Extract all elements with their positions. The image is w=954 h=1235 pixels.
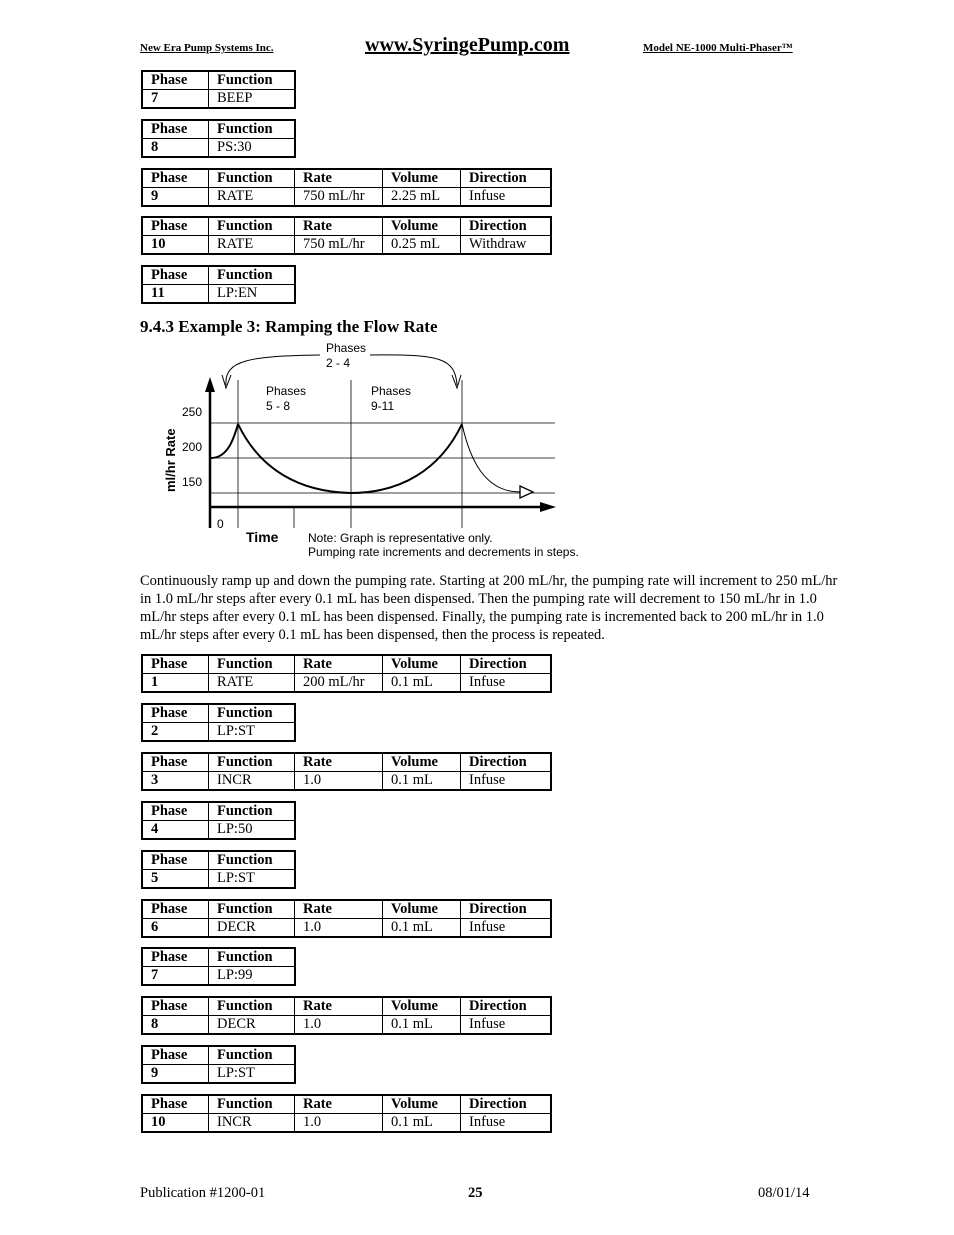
phase-header: Phase — [142, 266, 209, 285]
rate-value: 750 mL/hr — [295, 236, 383, 255]
function-header: Function — [209, 655, 295, 674]
ramp-down-curve — [238, 424, 351, 493]
direction-value: Infuse — [461, 188, 552, 207]
direction-header: Direction — [461, 753, 552, 772]
phase-table — [141, 703, 296, 742]
phase-number: 4 — [142, 821, 209, 840]
function-value: RATE — [209, 674, 295, 693]
direction-header: Direction — [461, 900, 552, 919]
function-header: Function — [209, 120, 296, 139]
rate-value: 200 mL/hr — [295, 674, 383, 693]
phase-number: 10 — [142, 236, 209, 255]
direction-header: Direction — [461, 997, 552, 1016]
phase-header: Phase — [142, 802, 209, 821]
x-axis-label: Time — [246, 529, 279, 545]
region-b-line2: 9-11 — [371, 399, 395, 413]
y-axis-arrow — [205, 377, 215, 392]
function-header: Function — [209, 217, 295, 236]
volume-header: Volume — [383, 217, 461, 236]
phase-number: 1 — [142, 674, 209, 693]
volume-header: Volume — [383, 997, 461, 1016]
phase-number: 5 — [142, 870, 209, 889]
description-paragraph: Continuously ramp up and down the pumping rate. Starting at 200 mL/hr, the pumping rate will increment to 250 mL/hr in 1.0 mL/hr steps after every 0.1 mL has been dispensed. Then the pumping rate will decrement to 150 mL/hr in 1.0 mL/hr steps after every 0.1 mL has been dispensed. Finally, the pumping rate is incremented back to 200 mL/hr in 1.0 mL/hr steps after every 0.1 mL has been dispensed, then the process is repeated. — [140, 573, 838, 643]
direction-header: Direction — [461, 169, 552, 188]
region-b-line1: Phases — [371, 384, 412, 398]
function-value: LP:50 — [209, 821, 296, 840]
phase-number: 3 — [142, 772, 209, 791]
direction-header: Direction — [461, 1095, 552, 1114]
phase-number: 7 — [142, 967, 209, 986]
rate-value: 1.0 — [295, 772, 383, 791]
phase-header: Phase — [142, 753, 209, 772]
phase-number: 9 — [142, 188, 209, 207]
direction-value: Infuse — [461, 1016, 552, 1035]
brace-label-line1: Phases — [326, 341, 367, 355]
function-header: Function — [209, 1046, 296, 1065]
phase-table — [141, 1094, 552, 1133]
rate-value: 1.0 — [295, 1016, 383, 1035]
x-axis-arrow — [540, 502, 556, 512]
function-header: Function — [209, 266, 296, 285]
ramp-up-start-curve — [211, 424, 238, 458]
function-header: Function — [209, 71, 296, 90]
phase-header: Phase — [142, 851, 209, 870]
phase-number: 11 — [142, 285, 209, 304]
phase-header: Phase — [142, 1095, 209, 1114]
rate-header: Rate — [295, 655, 383, 674]
y-tick-250: 250 — [182, 405, 203, 419]
function-value: BEEP — [209, 90, 296, 109]
volume-value: 0.1 mL — [383, 772, 461, 791]
phase-table — [141, 947, 296, 986]
rate-header: Rate — [295, 1095, 383, 1114]
rate-header: Rate — [295, 753, 383, 772]
phase-number: 7 — [142, 90, 209, 109]
direction-value: Infuse — [461, 1114, 552, 1133]
footer-publication: Publication #1200-01 — [140, 1185, 266, 1201]
function-header: Function — [209, 900, 295, 919]
volume-value: 2.25 mL — [383, 188, 461, 207]
direction-value: Infuse — [461, 674, 552, 693]
direction-header: Direction — [461, 217, 552, 236]
graph-note-line2: Pumping rate increments and decrements in steps. — [308, 545, 579, 559]
region-a-line2: 5 - 8 — [266, 399, 291, 413]
function-header: Function — [209, 851, 296, 870]
footer-page-number: 25 — [468, 1185, 483, 1201]
region-a-line1: Phases — [266, 384, 307, 398]
phase-header: Phase — [142, 655, 209, 674]
function-value: INCR — [209, 772, 295, 791]
origin-label: 0 — [217, 517, 224, 531]
volume-value: 0.1 mL — [383, 1114, 461, 1133]
phase-header: Phase — [142, 948, 209, 967]
phase-number: 8 — [142, 1016, 209, 1035]
direction-header: Direction — [461, 655, 552, 674]
function-header: Function — [209, 753, 295, 772]
phase-header: Phase — [142, 71, 209, 90]
volume-value: 0.25 mL — [383, 236, 461, 255]
function-value: LP:EN — [209, 285, 296, 304]
function-header: Function — [209, 1095, 295, 1114]
phase-table — [141, 850, 296, 889]
phase-table — [141, 801, 296, 840]
function-value: LP:ST — [209, 870, 296, 889]
direction-value: Withdraw — [461, 236, 552, 255]
header-model: Model NE-1000 Multi-Phaser™ — [643, 42, 793, 54]
function-value: RATE — [209, 188, 295, 207]
rate-header: Rate — [295, 217, 383, 236]
direction-value: Infuse — [461, 772, 552, 791]
volume-header: Volume — [383, 900, 461, 919]
brace-label-line2: 2 - 4 — [326, 356, 351, 370]
function-header: Function — [209, 169, 295, 188]
rate-value: 1.0 — [295, 919, 383, 938]
volume-value: 0.1 mL — [383, 674, 461, 693]
rate-header: Rate — [295, 169, 383, 188]
function-value: INCR — [209, 1114, 295, 1133]
rate-value: 750 mL/hr — [295, 188, 383, 207]
phase-header: Phase — [142, 120, 209, 139]
phase-table — [141, 654, 552, 693]
section-title: 9.4.3 Example 3: Ramping the Flow Rate — [140, 317, 438, 336]
phase-number: 9 — [142, 1065, 209, 1084]
rate-header: Rate — [295, 900, 383, 919]
function-value: LP:99 — [209, 967, 296, 986]
phase-table — [141, 996, 552, 1035]
phase-table — [141, 1045, 296, 1084]
rate-header: Rate — [295, 997, 383, 1016]
volume-value: 0.1 mL — [383, 1016, 461, 1035]
phase-header: Phase — [142, 169, 209, 188]
function-value: PS:30 — [209, 139, 296, 158]
volume-header: Volume — [383, 169, 461, 188]
ramp-up-curve — [351, 424, 462, 493]
volume-value: 0.1 mL — [383, 919, 461, 938]
rate-value: 1.0 — [295, 1114, 383, 1133]
phase-table — [141, 752, 552, 791]
phase-table — [141, 899, 552, 938]
phase-number: 10 — [142, 1114, 209, 1133]
y-tick-150: 150 — [182, 475, 203, 489]
function-value: DECR — [209, 1016, 295, 1035]
volume-header: Volume — [383, 753, 461, 772]
decay-arrow-icon — [520, 486, 533, 498]
phase-header: Phase — [142, 1046, 209, 1065]
phase-header: Phase — [142, 704, 209, 723]
function-header: Function — [209, 802, 296, 821]
y-axis-label: ml/hr Rate — [163, 428, 178, 492]
function-value: LP:ST — [209, 723, 296, 742]
function-header: Function — [209, 997, 295, 1016]
phase-number: 2 — [142, 723, 209, 742]
header-website-link[interactable]: www.SyringePump.com — [365, 34, 570, 56]
phase-header: Phase — [142, 900, 209, 919]
ramp-graph — [0, 0, 954, 570]
phase-header: Phase — [142, 997, 209, 1016]
phase-number: 8 — [142, 139, 209, 158]
volume-header: Volume — [383, 1095, 461, 1114]
footer-date: 08/01/14 — [758, 1185, 810, 1201]
graph-note-line1: Note: Graph is representative only. — [308, 531, 493, 545]
phase-header: Phase — [142, 217, 209, 236]
volume-header: Volume — [383, 655, 461, 674]
header-company: New Era Pump Systems Inc. — [140, 42, 274, 54]
function-value: RATE — [209, 236, 295, 255]
function-value: LP:ST — [209, 1065, 296, 1084]
function-value: DECR — [209, 919, 295, 938]
function-header: Function — [209, 948, 296, 967]
phase-number: 6 — [142, 919, 209, 938]
function-header: Function — [209, 704, 296, 723]
y-tick-200: 200 — [182, 440, 203, 454]
direction-value: Infuse — [461, 919, 552, 938]
